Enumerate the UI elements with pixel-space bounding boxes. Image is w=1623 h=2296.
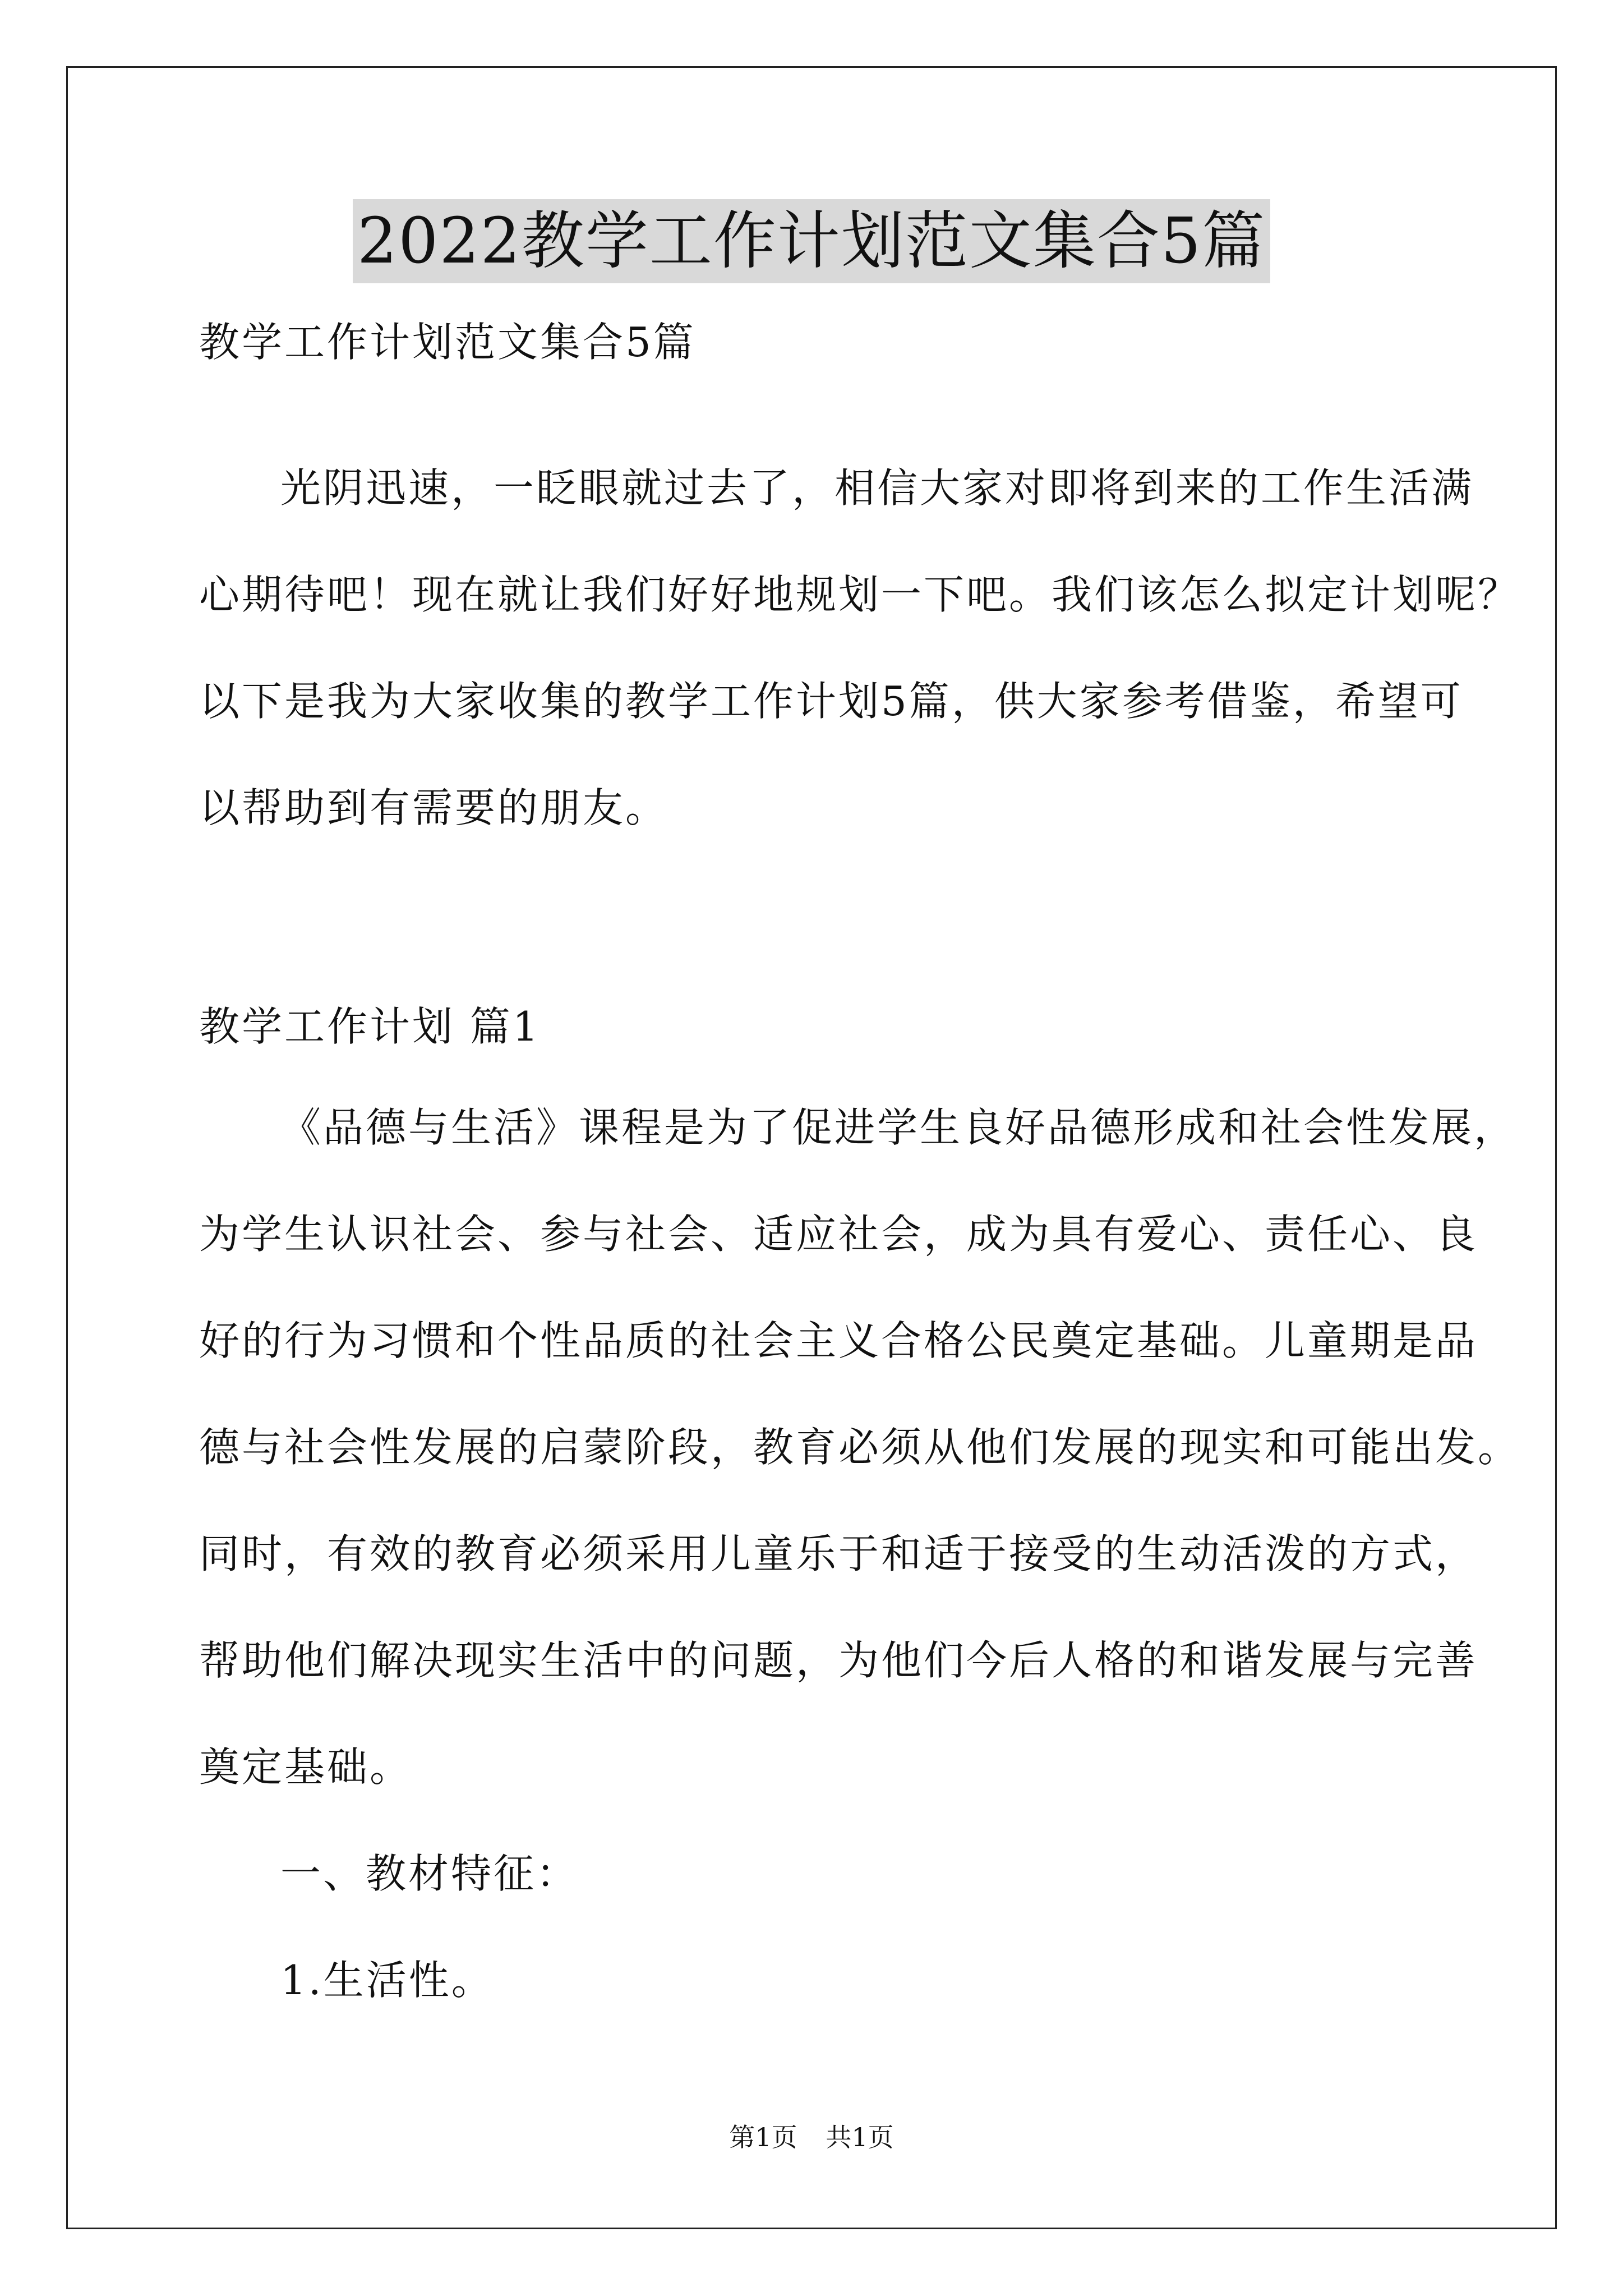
title-container: [0, 199, 1623, 283]
intro-line-3: 以下是我为大家收集的教学工作计划5篇，供大家参考借鉴，希望可: [199, 678, 1463, 725]
intro-line-4: 以帮助到有需要的朋友。: [199, 784, 668, 831]
body-line-1: 《品德与生活》课程是为了促进学生良好品德形成和社会性发展，: [280, 1104, 1517, 1151]
body-line-6: 帮助他们解决现实生活中的问题，为他们今后人格的和谐发展与完善: [199, 1637, 1478, 1684]
document-title: 2022教学工作计划范文集合5篇: [353, 199, 1270, 283]
section-heading: 教学工作计划 篇1: [199, 1003, 541, 1050]
list-heading: 一、教材特征：: [280, 1850, 579, 1897]
body-line-2: 为学生认识社会、参与社会、适应社会，成为具有爱心、责任心、良: [199, 1211, 1478, 1258]
document-subtitle: 教学工作计划范文集合5篇: [199, 319, 696, 366]
body-line-7: 奠定基础。: [199, 1743, 413, 1791]
page-total: 共1页: [826, 2122, 894, 2152]
body-line-5: 同时，有效的教育必须采用儿童乐于和适于接受的生动活泼的方式，: [199, 1530, 1478, 1577]
body-line-3: 好的行为习惯和个性品质的社会主义合格公民奠定基础。儿童期是品: [199, 1317, 1478, 1364]
page-footer: [0, 2120, 1623, 2154]
page-number: 第1页: [729, 2122, 797, 2152]
body-line-4: 德与社会性发展的启蒙阶段，教育必须从他们发展的现实和可能出发。: [199, 1424, 1521, 1471]
intro-line-2: 心期待吧！现在就让我们好好地规划一下吧。我们该怎么拟定计划呢？: [199, 571, 1521, 618]
list-item-1: 1.生活性。: [280, 1957, 494, 2004]
intro-line-1: 光阴迅速，一眨眼就过去了，相信大家对即将到来的工作生活满: [280, 464, 1474, 512]
